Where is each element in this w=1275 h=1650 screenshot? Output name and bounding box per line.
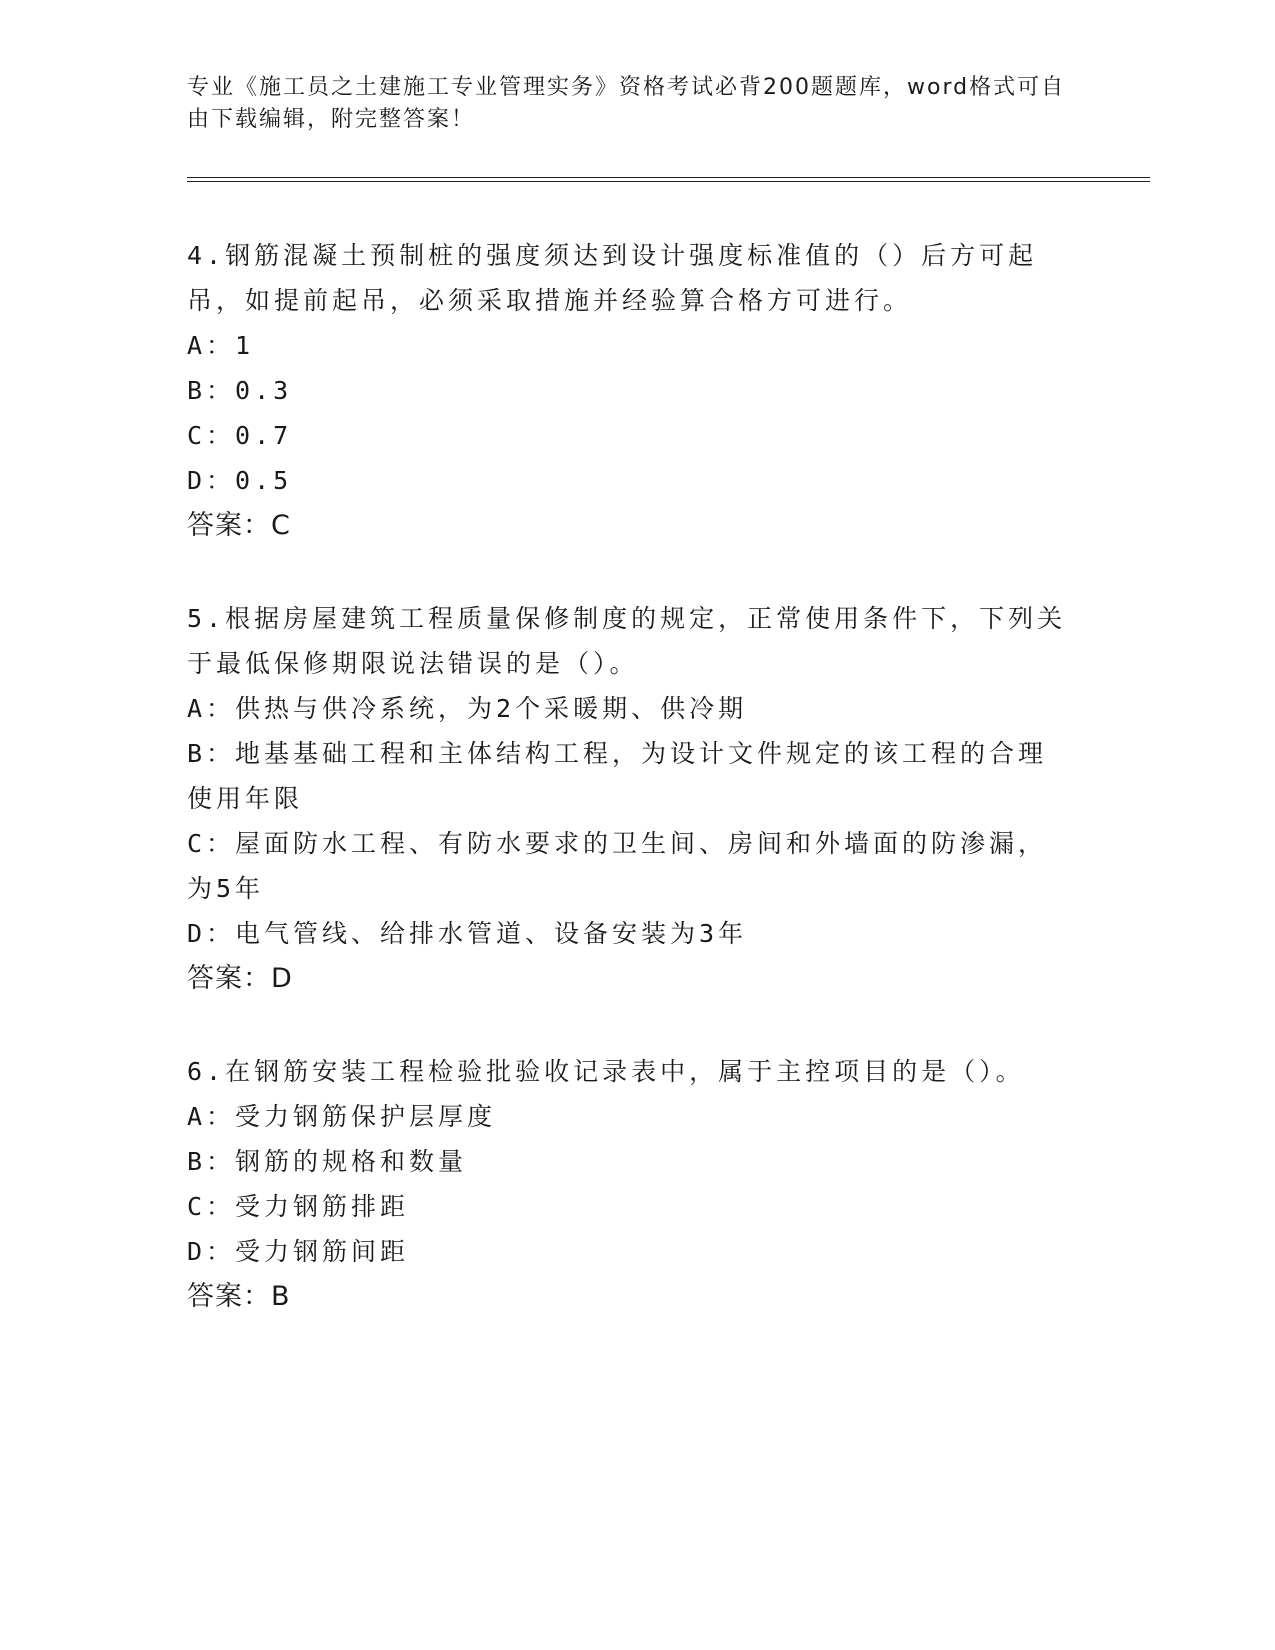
- option-d: D：受力钢筋间距: [187, 1237, 410, 1266]
- question-6: [187, 1049, 1067, 1319]
- header-double-rule: [187, 177, 1150, 182]
- question-list: [187, 233, 1067, 1367]
- option-a: A：供热与供冷系统，为2个采暖期、供冷期: [187, 694, 748, 723]
- option-c: C：0.7: [187, 421, 293, 450]
- option-c: C：受力钢筋排距: [187, 1192, 410, 1221]
- answer-line: 答案：B: [187, 1281, 291, 1312]
- answer-line: 答案：D: [187, 963, 293, 994]
- option-c: C：屋面防水工程、有防水要求的卫生间、房间和外墙面的防渗漏，为5年: [187, 829, 1048, 903]
- question-text: 5.根据房屋建筑工程质量保修制度的规定，正常使用条件下，下列关于最低保修期限说法错误的是（）。: [187, 604, 1067, 678]
- question-4: [187, 233, 1067, 548]
- option-a: A：受力钢筋保护层厚度: [187, 1102, 497, 1131]
- page-header-text: 专业《施工员之土建施工专业管理实务》资格考试必背200题题库，word格式可自由下载编辑，附完整答案！: [187, 75, 1066, 132]
- answer-line: 答案：C: [187, 510, 291, 541]
- option-b: B：钢筋的规格和数量: [187, 1147, 468, 1176]
- question-5: [187, 596, 1067, 1001]
- option-b: B：0.3: [187, 376, 293, 405]
- option-a: A：1: [187, 331, 255, 360]
- option-d: D：0.5: [187, 466, 293, 495]
- question-text: 4.钢筋混凝土预制桩的强度须达到设计强度标准值的（）后方可起吊，如提前起吊，必须采取措施并经验算合格方可进行。: [187, 241, 1038, 315]
- option-b: B：地基基础工程和主体结构工程，为设计文件规定的该工程的合理使用年限: [187, 739, 1048, 813]
- option-d: D：电气管线、给排水管道、设备安装为3年: [187, 919, 748, 948]
- question-text: 6.在钢筋安装工程检验批验收记录表中，属于主控项目的是（）。: [187, 1057, 1025, 1086]
